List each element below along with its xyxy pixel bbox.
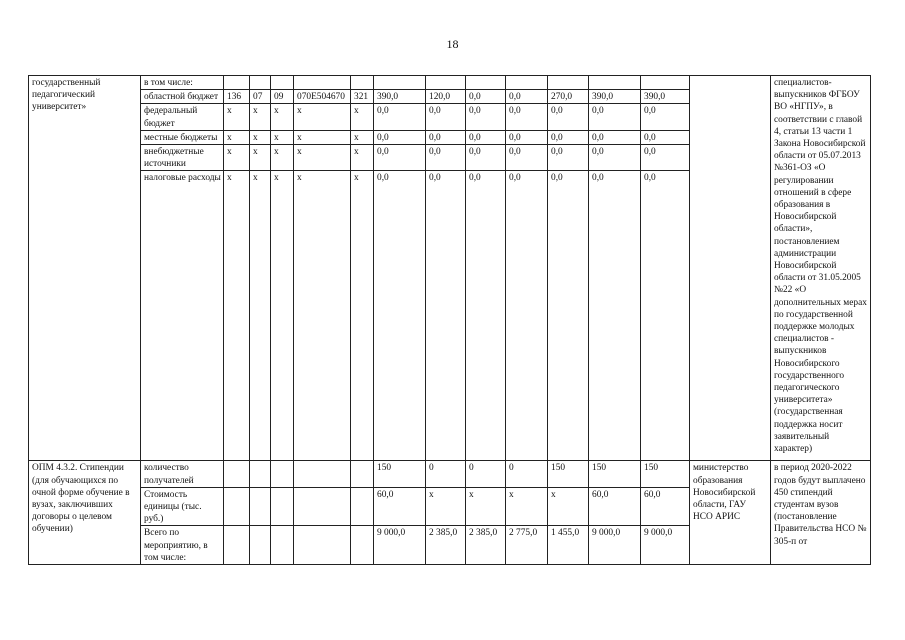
csr-cell: х: [294, 145, 351, 171]
table-row: [29, 461, 871, 487]
year-cell: 0,0: [641, 130, 690, 144]
pr-cell: 09: [271, 90, 294, 104]
grbs-cell: х: [224, 104, 250, 130]
year-cell: 0,0: [641, 171, 690, 461]
year-cell: х: [426, 487, 466, 526]
row-label: внебюджетные источники: [141, 145, 224, 171]
year-cell: х: [548, 487, 589, 526]
total-cell: 0,0: [374, 104, 426, 130]
page-number: 18: [446, 37, 459, 51]
year-cell: 0,0: [506, 90, 548, 104]
row-label: Стоимость единицы (тыс. руб.): [141, 487, 224, 526]
year-cell: 0,0: [641, 145, 690, 171]
year-cell: 0,0: [426, 145, 466, 171]
total-cell: 60,0: [374, 487, 426, 526]
total-cell: 390,0: [374, 90, 426, 104]
executor-cell: [690, 76, 771, 461]
csr-cell: х: [294, 130, 351, 144]
row-label: в том числе:: [141, 76, 224, 90]
total-cell: 150: [374, 461, 426, 487]
rz-cell: 07: [250, 90, 271, 104]
year-cell: 150: [589, 461, 641, 487]
year-cell: 9 000,0: [641, 526, 690, 565]
row-label: федеральный бюджет: [141, 104, 224, 130]
year-cell: 9 000,0: [589, 526, 641, 565]
year-cell: х: [466, 487, 506, 526]
total-cell: 0,0: [374, 130, 426, 144]
year-cell: 270,0: [548, 90, 589, 104]
rz-cell: х: [250, 104, 271, 130]
pr-cell: х: [271, 171, 294, 461]
vr-cell: 321: [351, 90, 374, 104]
year-cell: 150: [641, 461, 690, 487]
program-events-table: [28, 75, 871, 565]
year-cell: 0,0: [641, 104, 690, 130]
year-cell: 0,0: [548, 171, 589, 461]
row-label: областной бюджет: [141, 90, 224, 104]
event-name-cell: государственный педагогический университет»: [29, 76, 141, 461]
total-cell: 0,0: [374, 145, 426, 171]
year-cell: 1 455,0: [548, 526, 589, 565]
year-cell: 0,0: [589, 130, 641, 144]
vr-cell: х: [351, 171, 374, 461]
pr-cell: х: [271, 104, 294, 130]
executor-cell: министерство образования Новосибирской области, ГАУ НСО АРИС: [690, 461, 771, 565]
year-cell: 0,0: [426, 104, 466, 130]
year-cell: 390,0: [641, 90, 690, 104]
grbs-cell: х: [224, 130, 250, 144]
year-cell: 0,0: [426, 130, 466, 144]
csr-cell: х: [294, 171, 351, 461]
row-label: местные бюджеты: [141, 130, 224, 144]
event-name-cell: ОПМ 4.3.2. Стипендии (для обучающихся по очной форме обучение в вузах, заключивших договоры о целевом обучении): [29, 461, 141, 565]
pr-cell: х: [271, 130, 294, 144]
year-cell: 0,0: [589, 145, 641, 171]
year-cell: 0,0: [466, 104, 506, 130]
table-row: [29, 76, 871, 90]
row-label: Всего по мероприятию, в том числе:: [141, 526, 224, 565]
year-cell: 60,0: [589, 487, 641, 526]
year-cell: 2 775,0: [506, 526, 548, 565]
year-cell: х: [506, 487, 548, 526]
grbs-cell: х: [224, 145, 250, 171]
rz-cell: х: [250, 171, 271, 461]
year-cell: 0,0: [466, 171, 506, 461]
year-cell: 0,0: [548, 104, 589, 130]
row-label: количество получателей: [141, 461, 224, 487]
year-cell: 150: [548, 461, 589, 487]
grbs-cell: х: [224, 171, 250, 461]
vr-cell: х: [351, 130, 374, 144]
year-cell: 0,0: [466, 130, 506, 144]
year-cell: 0,0: [548, 130, 589, 144]
vr-cell: х: [351, 145, 374, 171]
year-cell: 0,0: [589, 171, 641, 461]
year-cell: 60,0: [641, 487, 690, 526]
year-cell: 0,0: [589, 104, 641, 130]
result-cell: в период 2020-2022 годов будут выплачено 450 стипендий студентам вузов (постановление Правительства НСО № 305-п от: [771, 461, 871, 565]
year-cell: 0,0: [506, 130, 548, 144]
year-cell: 0: [466, 461, 506, 487]
csr-cell: х: [294, 104, 351, 130]
year-cell: 0: [426, 461, 466, 487]
year-cell: 0,0: [466, 90, 506, 104]
result-cell: специалистов-выпускников ФГБОУ ВО «НГПУ», в соответствии с главой 4, статьи 13 части 1 Закона Новосибирской области от 05.07.2013 №361-ОЗ «О регулировании отношений в сфере образования в Новосибирской области», постановлением администрации Новосибирской области от 31.05.2005 №22 «О дополнительных мерах по государственной поддержке молодых специалистов - выпускников Новосибирского государственного педагогического университета» (государственная поддержка носит заявительный характер): [771, 76, 871, 461]
year-cell: 2 385,0: [426, 526, 466, 565]
year-cell: 0,0: [506, 104, 548, 130]
year-cell: 390,0: [589, 90, 641, 104]
year-cell: 2 385,0: [466, 526, 506, 565]
rz-cell: х: [250, 145, 271, 171]
row-label: налоговые расходы: [141, 171, 224, 461]
year-cell: 0,0: [506, 171, 548, 461]
year-cell: 0,0: [506, 145, 548, 171]
year-cell: 0,0: [548, 145, 589, 171]
year-cell: 120,0: [426, 90, 466, 104]
csr-cell: 070Е504670: [294, 90, 351, 104]
year-cell: 0,0: [466, 145, 506, 171]
total-cell: 9 000,0: [374, 526, 426, 565]
rz-cell: х: [250, 130, 271, 144]
vr-cell: х: [351, 104, 374, 130]
pr-cell: х: [271, 145, 294, 171]
grbs-cell: 136: [224, 90, 250, 104]
year-cell: 0: [506, 461, 548, 487]
total-cell: 0,0: [374, 171, 426, 461]
year-cell: 0,0: [426, 171, 466, 461]
